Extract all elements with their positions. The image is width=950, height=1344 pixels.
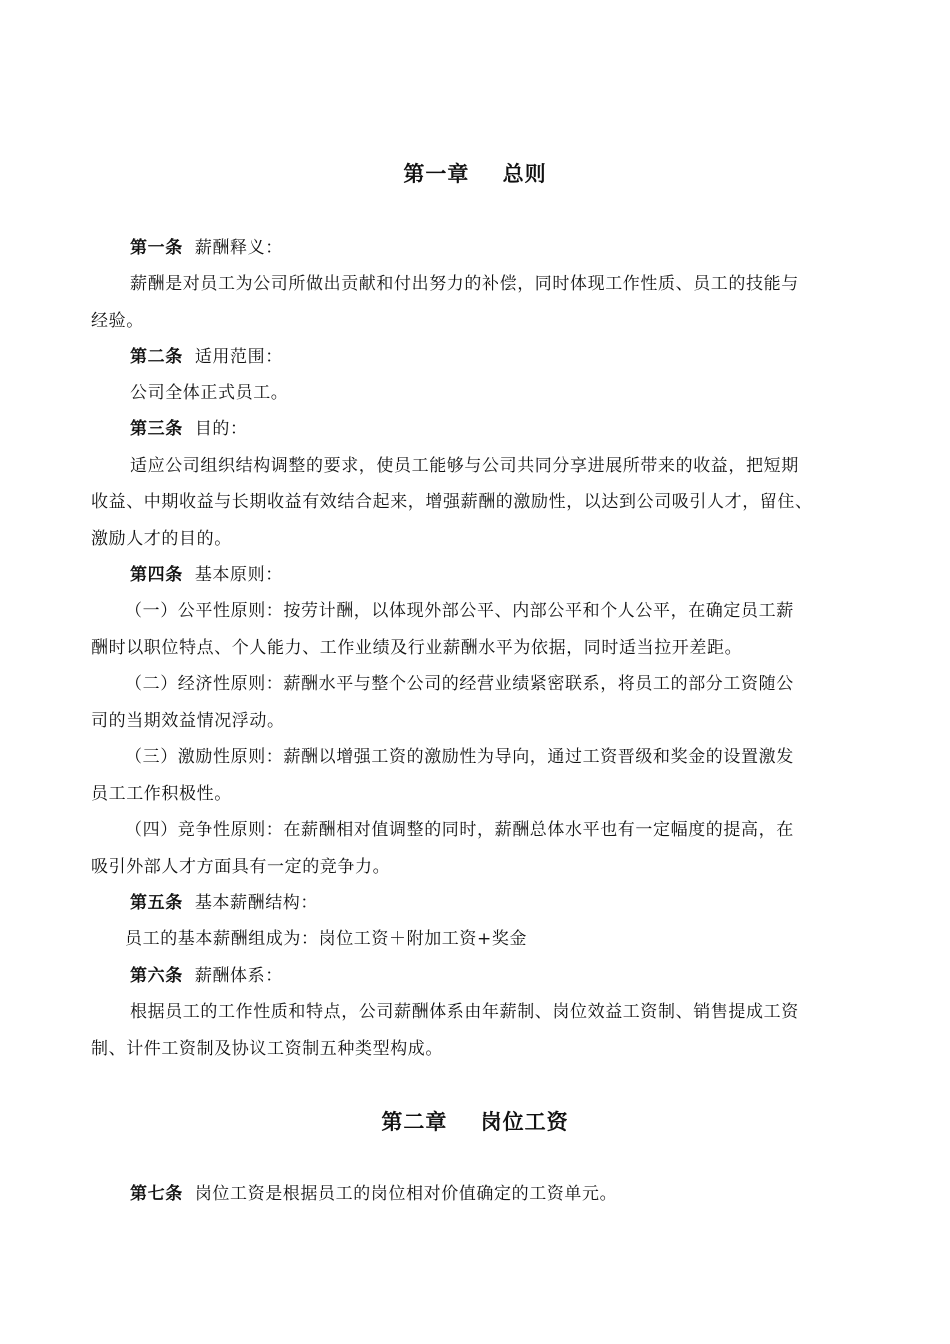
article-2-line-1: 公司全体正式员工。 <box>130 383 289 403</box>
article-5-label: 第五条 <box>130 893 183 913</box>
principle-4-line-1: （四）竞争性原则：在薪酬相对值调整的同时，薪酬总体水平也有一定幅度的提高，在 <box>125 820 794 840</box>
principle-2-line-1: （二）经济性原则：薪酬水平与整个公司的经营业绩紧密联系，将员工的部分工资随公 <box>125 674 794 694</box>
article-3-line-3: 激励人才的目的。 <box>91 529 232 549</box>
article-7-text: 岗位工资是根据员工的岗位相对价值确定的工资单元。 <box>194 1184 618 1204</box>
article-1-heading <box>130 237 283 259</box>
article-6-line-1: 根据员工的工作性质和特点，公司薪酬体系由年薪制、岗位效益工资制、销售提成工资 <box>130 1002 799 1022</box>
article-1-line-2: 经验。 <box>91 311 144 331</box>
article-2-label: 第二条 <box>130 347 183 367</box>
article-7-label: 第七条 <box>130 1184 183 1204</box>
article-4-title: 基本原则： <box>194 565 283 585</box>
article-6-title: 薪酬体系： <box>194 966 283 986</box>
article-1-label: 第一条 <box>130 238 183 258</box>
article-6-line-2: 制、计件工资制及协议工资制五种类型构成。 <box>91 1039 443 1059</box>
chapter-1-title: 第一章 总则 <box>403 162 547 186</box>
article-3-label: 第三条 <box>130 419 183 439</box>
article-1-title: 薪酬释义： <box>194 238 283 258</box>
principle-1-line-1: （一）公平性原则：按劳计酬，以体现外部公平、内部公平和个人公平，在确定员工薪 <box>125 601 794 621</box>
principle-3-line-1: （三）激励性原则：薪酬以增强工资的激励性为导向，通过工资晋级和奖金的设置激发 <box>125 747 794 767</box>
chapter-2-title: 第二章 岗位工资 <box>381 1110 569 1134</box>
article-4-heading <box>130 564 283 586</box>
article-3-line-1: 适应公司组织结构调整的要求，使员工能够与公司共同分享进展所带来的收益，把短期 <box>130 456 799 476</box>
article-7-line <box>130 1183 617 1205</box>
article-1-line-1: 薪酬是对员工为公司所做出贡献和付出努力的补偿，同时体现工作性质、员工的技能与 <box>130 274 799 294</box>
article-3-heading <box>130 418 248 440</box>
article-6-heading <box>130 965 283 987</box>
article-5-line-1: 员工的基本薪酬组成为：岗位工资＋附加工资+奖金 <box>125 929 528 949</box>
principle-1-line-2: 酬时以职位特点、个人能力、工作业绩及行业薪酬水平为依据，同时适当拉开差距。 <box>91 638 743 658</box>
article-5-title: 基本薪酬结构： <box>194 893 319 913</box>
principle-4-line-2: 吸引外部人才方面具有一定的竞争力。 <box>91 857 391 877</box>
article-6-label: 第六条 <box>130 966 183 986</box>
principle-2-line-2: 司的当期效益情况浮动。 <box>91 711 285 731</box>
article-3-line-2: 收益、中期收益与长期收益有效结合起来，增强薪酬的激励性，以达到公司吸引人才，留住、 <box>91 492 813 512</box>
principle-3-line-2: 员工工作积极性。 <box>91 784 232 804</box>
article-2-title: 适用范围： <box>194 347 283 367</box>
article-5-heading <box>130 892 318 914</box>
article-4-label: 第四条 <box>130 565 183 585</box>
article-3-title: 目的： <box>194 419 248 439</box>
article-2-heading <box>130 346 283 368</box>
